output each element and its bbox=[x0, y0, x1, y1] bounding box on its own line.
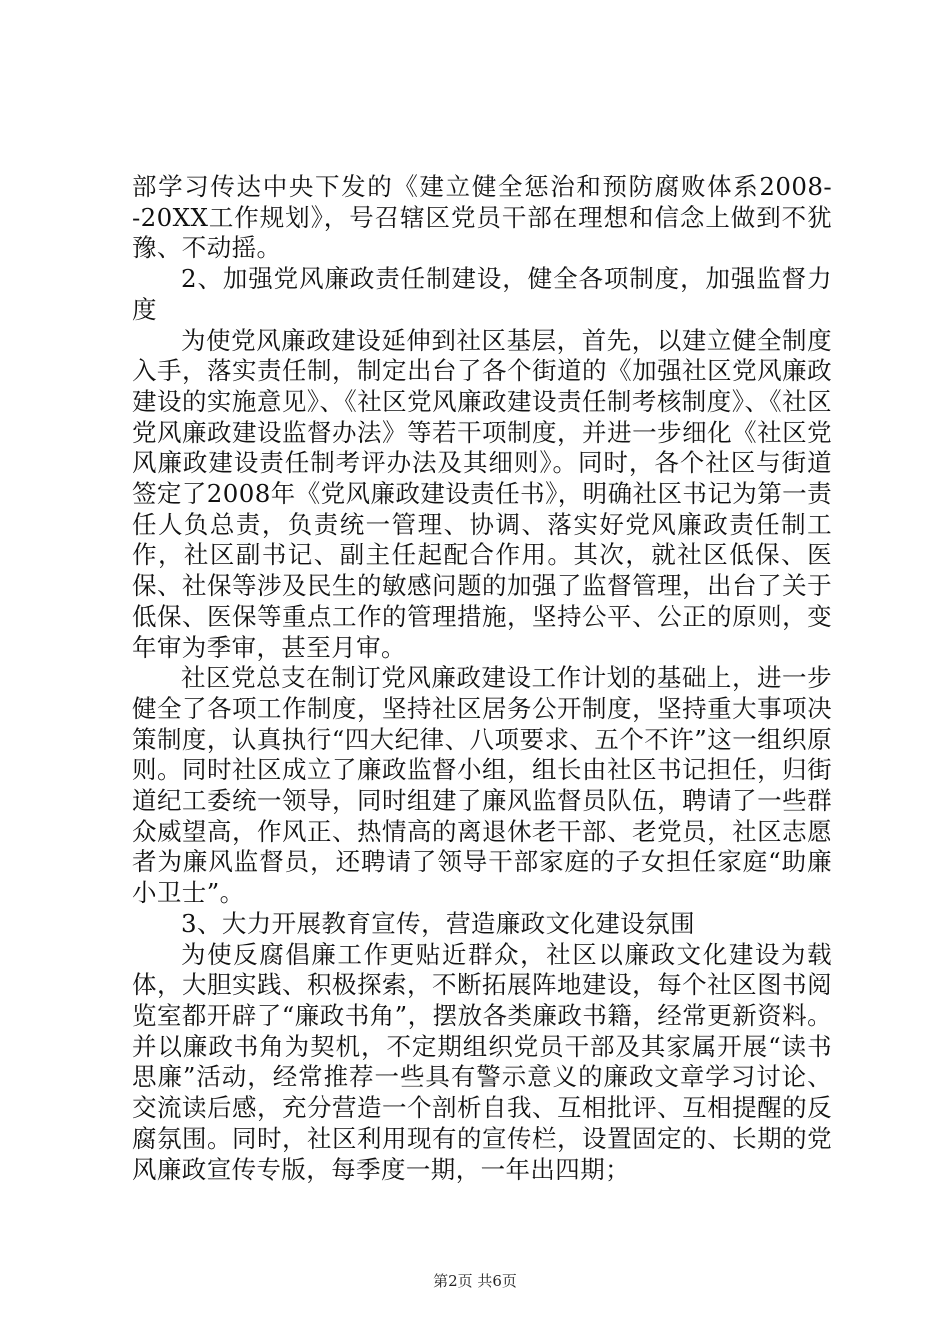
section-heading-2: 2、加强党风廉政责任制建设，健全各项制度，加强监督力度 bbox=[132, 264, 832, 324]
section-heading-3: 3、大力开展教育宣传，营造廉政文化建设氛围 bbox=[181, 908, 695, 938]
paragraph-responsibility-system: 为使党风廉政建设延伸到社区基层，首先，以建立健全制度入手，落实责任制，制定出台了各个街道的《加强社区党风廉政建设的实施意见》、《社区党风廉政建设责任制考核制度》、《社区党风廉政建设监督办法》等若干项制度，并进一步细化《社区党风廉政建设责任制考评办法及其细则》。同时，各个社区与街道签定了2008年《党风廉政建设责任书》，明确社区书记为第一责任人负总责，负责统一管理、协调、落实好党风廉政责任制工作，社区副书记、副主任起配合作用。其次，就社区低保、医保、社保等涉及民生的敏感问题的加强了监督管理，出台了关于低保、医保等重点工作的管理措施，坚持公平、公正的原则，变年审为季审，甚至月审。 bbox=[132, 325, 832, 662]
document-body bbox=[132, 172, 832, 1185]
page-number-label: 第2页 共6页 bbox=[433, 1272, 517, 1290]
paragraph-education-publicity: 为使反腐倡廉工作更贴近群众，社区以廉政文化建设为载体，大胆实践、积极探索，不断拓展阵地建设，每个社区图书阅览室都开辟了“廉政书角”，摆放各类廉政书籍，经常更新资料。并以廉政书角为契机，不定期组织党员干部及其家属开展“读书思廉”活动，经常推荐一些具有警示意义的廉政文章学习讨论、交流读后感，充分营造一个剖析自我、互相批评、互相提醒的反腐氛围。同时，社区利用现有的宣传栏，设置固定的、长期的党风廉政宣传专版，每季度一期，一年出四期； bbox=[132, 939, 832, 1184]
page-footer bbox=[0, 1271, 950, 1291]
paragraph-continuation: 部学习传达中央下发的《建立健全惩治和预防腐败体系2008--20XX工作规划》，号召辖区党员干部在理想和信念上做到不犹豫、不动摇。 bbox=[132, 172, 832, 263]
paragraph-work-systems: 社区党总支在制订党风廉政建设工作计划的基础上，进一步健全了各项工作制度，坚持社区居务公开制度，坚持重大事项决策制度，认真执行“四大纪律、八项要求、五个不许”这一组织原则。同时社区成立了廉政监督小组，组长由社区书记担任，归街道纪工委统一领导，同时组建了廉风监督员队伍，聘请了一些群众威望高，作风正、热情高的离退休老干部、老党员，社区志愿者为廉风监督员，还聘请了领导干部家庭的子女担任家庭“助廉小卫士”。 bbox=[132, 663, 832, 908]
